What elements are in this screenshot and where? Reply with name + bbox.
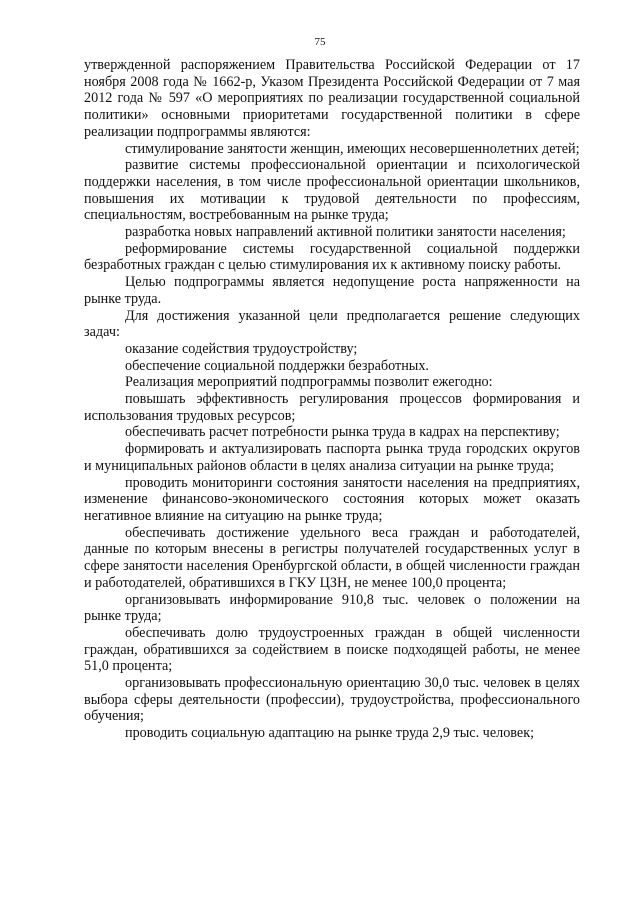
paragraph: повышать эффективность регулирования процессов формирования и использования трудовых ресурсов; [84, 391, 580, 424]
document-body [84, 57, 580, 742]
paragraph: утвержденной распоряжением Правительства Российской Федерации от 17 ноября 2008 года № 1662-р, Указом Президента Российской Федерации от 7 мая 2012 года № 597 «О мероприятиях по реализации государственной социальной политики» основными приоритетами государственной политики в сфере реализации подпрограммы являются: [84, 57, 580, 140]
paragraph: проводить социальную адаптацию на рынке труда 2,9 тыс. человек; [125, 725, 535, 742]
paragraph: обеспечение социальной поддержки безработных. [125, 357, 429, 374]
paragraph: Реализация мероприятий подпрограммы позволит ежегодно: [125, 374, 493, 391]
paragraph: стимулирование занятости женщин, имеющих несовершеннолетних детей; [125, 140, 580, 157]
paragraph: организовывать информирование 910,8 тыс. человек о положении на рынке труда; [84, 591, 580, 625]
paragraph: обеспечивать долю трудоустроенных граждан в общей численности граждан, обратившихся за содействием в поиске подходящей работы, не менее 51,0 процента; [84, 624, 580, 675]
paragraph: реформирование системы государственной социальной поддержки безработных граждан с целью стимулирования их к активному поиску работы. [84, 240, 580, 274]
page-number: 75 [314, 36, 326, 48]
paragraph: Для достижения указанной цели предполагается решение следующих задач: [84, 307, 580, 341]
paragraph: организовывать профессиональную ориентацию 30,0 тыс. человек в целях выбора сферы деятельности (профессии), трудоустройства, профессионального обучения; [84, 675, 580, 725]
paragraph: развитие системы профессиональной ориентации и психологической поддержки населения, в том числе профессиональной ориентации школьников, повышения их мотивации к трудовой деятельности по профессиям, специальностям, востребованным на рынке труда; [84, 157, 580, 224]
paragraph: обеспечивать расчет потребности рынка труда в кадрах на перспективу; [125, 424, 560, 441]
paragraph: Целью подпрограммы является недопущение роста напряженности на рынке труда. [84, 274, 580, 307]
paragraph: разработка новых направлений активной политики занятости населения; [125, 224, 566, 241]
paragraph: оказание содействия трудоустройству; [125, 340, 358, 357]
paragraph: формировать и актуализировать паспорта рынка труда городских округов и муниципальных районов области в целях анализа ситуации на рынке труда; [84, 441, 580, 474]
paragraph: обеспечивать достижение удельного веса граждан и работодателей, данные по которым внесены в регистры получателей государственных услуг в сфере занятости населения Оренбургской области, в общей численности граждан и работодателей, обратившихся в ГКУ ЦЗН, не менее 100,0 процента; [84, 524, 580, 591]
paragraph: проводить мониторинги состояния занятости населения на предприятиях, изменение финансово-экономического состояния которых может оказать негативное влияние на ситуацию на рынке труда; [84, 474, 580, 524]
